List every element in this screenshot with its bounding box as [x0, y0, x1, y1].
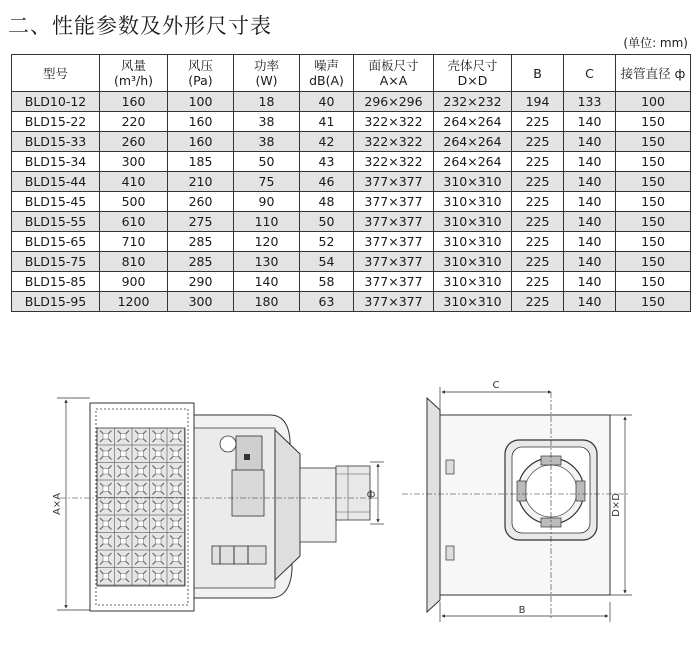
table-cell: 150 — [616, 172, 691, 192]
model-cell: BLD15-22 — [12, 112, 100, 132]
table-cell: 310×310 — [434, 272, 512, 292]
column-header — [100, 55, 168, 92]
table-cell: 48 — [300, 192, 354, 212]
table-cell: 194 — [512, 92, 564, 112]
model-cell: BLD15-45 — [12, 192, 100, 212]
table-cell: 160 — [168, 132, 234, 152]
table-cell: 232×232 — [434, 92, 512, 112]
table-cell: 38 — [234, 112, 300, 132]
left-view — [52, 398, 384, 611]
column-header-unit: (W) — [255, 73, 278, 88]
column-header-title: 风量 — [120, 58, 146, 73]
model-cell: BLD15-34 — [12, 152, 100, 172]
table-row — [12, 152, 691, 172]
table-cell: 377×377 — [354, 172, 434, 192]
column-header-unit: D×D — [457, 73, 488, 88]
table-cell: 185 — [168, 152, 234, 172]
table-cell: 150 — [616, 212, 691, 232]
model-cell: BLD15-55 — [12, 212, 100, 232]
table-cell: 377×377 — [354, 292, 434, 312]
table-cell: 140 — [564, 252, 616, 272]
table-cell: 150 — [616, 272, 691, 292]
table-cell: 140 — [564, 192, 616, 212]
table-body — [12, 92, 691, 312]
table-cell: 225 — [512, 252, 564, 272]
table-row — [12, 92, 691, 112]
table-cell: 150 — [616, 132, 691, 152]
dim-dd-label: D×D — [611, 493, 622, 517]
table-cell: 140 — [564, 152, 616, 172]
table-cell: 140 — [234, 272, 300, 292]
table-cell: 322×322 — [354, 152, 434, 172]
table-cell: 900 — [100, 272, 168, 292]
table-cell: 75 — [234, 172, 300, 192]
table-cell: 41 — [300, 112, 354, 132]
section-title: 二、性能参数及外形尺寸表 — [8, 14, 272, 38]
table-row — [12, 112, 691, 132]
table-cell: 225 — [512, 112, 564, 132]
column-header — [434, 55, 512, 92]
table-cell: 310×310 — [434, 252, 512, 272]
dim-c-label: C — [492, 380, 500, 391]
column-header — [564, 55, 616, 92]
table-header-row — [12, 55, 691, 92]
table-cell: 180 — [234, 292, 300, 312]
table-cell: 140 — [564, 292, 616, 312]
table-cell: 150 — [616, 252, 691, 272]
table-cell: 225 — [512, 212, 564, 232]
table-cell: 322×322 — [354, 112, 434, 132]
table-row — [12, 172, 691, 192]
table-cell: 140 — [564, 212, 616, 232]
table-cell: 377×377 — [354, 252, 434, 272]
column-header-unit: dB(A) — [309, 73, 344, 88]
dim-phi-label: ф — [366, 489, 376, 500]
column-header — [234, 55, 300, 92]
table-cell: 377×377 — [354, 232, 434, 252]
table-cell: 46 — [300, 172, 354, 192]
table-cell: 63 — [300, 292, 354, 312]
table-cell: 100 — [616, 92, 691, 112]
column-header-title: B — [533, 65, 542, 81]
table-row — [12, 252, 691, 272]
table-cell: 225 — [512, 232, 564, 252]
table-cell: 90 — [234, 192, 300, 212]
column-header-unit: A×A — [379, 73, 408, 88]
column-header-title: 壳体尺寸 — [447, 58, 498, 73]
table-cell: 290 — [168, 272, 234, 292]
column-header — [300, 55, 354, 92]
table-cell: 410 — [100, 172, 168, 192]
table-cell: 130 — [234, 252, 300, 272]
table-cell: 40 — [300, 92, 354, 112]
table-cell: 264×264 — [434, 112, 512, 132]
right-view — [402, 380, 632, 622]
table-cell: 264×264 — [434, 132, 512, 152]
column-header — [354, 55, 434, 92]
table-cell: 285 — [168, 232, 234, 252]
column-header-title: 功率 — [253, 58, 279, 73]
table-cell: 140 — [564, 272, 616, 292]
table-cell: 50 — [300, 212, 354, 232]
table-cell: 285 — [168, 252, 234, 272]
column-header-title: 面板尺寸 — [368, 58, 419, 73]
table-cell: 377×377 — [354, 212, 434, 232]
table-cell: 310×310 — [434, 292, 512, 312]
table-cell: 54 — [300, 252, 354, 272]
dim-b-label: B — [518, 605, 526, 616]
table-cell: 377×377 — [354, 192, 434, 212]
table-cell: 322×322 — [354, 132, 434, 152]
table-row — [12, 292, 691, 312]
table-cell: 310×310 — [434, 212, 512, 232]
table-cell: 710 — [100, 232, 168, 252]
table-cell: 160 — [168, 112, 234, 132]
table-cell: 225 — [512, 192, 564, 212]
table-cell: 264×264 — [434, 152, 512, 172]
table-cell: 120 — [234, 232, 300, 252]
model-cell: BLD15-75 — [12, 252, 100, 272]
table-cell: 300 — [168, 292, 234, 312]
table-cell: 377×377 — [354, 272, 434, 292]
table-row — [12, 212, 691, 232]
dimension-drawing — [0, 370, 700, 649]
column-header — [168, 55, 234, 92]
model-cell: BLD15-85 — [12, 272, 100, 292]
table-cell: 220 — [100, 112, 168, 132]
table-cell: 50 — [234, 152, 300, 172]
table-cell: 225 — [512, 132, 564, 152]
table-cell: 140 — [564, 112, 616, 132]
column-header-unit: (m³/h) — [113, 73, 154, 88]
table-cell: 225 — [512, 152, 564, 172]
column-header-title: C — [585, 65, 594, 81]
table-cell: 225 — [512, 292, 564, 312]
column-header — [616, 55, 691, 92]
dim-a-label: A×A — [52, 492, 63, 516]
table-cell: 310×310 — [434, 232, 512, 252]
model-cell: BLD15-44 — [12, 172, 100, 192]
table-cell: 310×310 — [434, 172, 512, 192]
column-header-title: 型号 — [42, 65, 68, 81]
table-cell: 210 — [168, 172, 234, 192]
table-cell: 150 — [616, 232, 691, 252]
table-cell: 500 — [100, 192, 168, 212]
table-row — [12, 132, 691, 152]
table-row — [12, 272, 691, 292]
table-cell: 1200 — [100, 292, 168, 312]
column-header-unit: (Pa) — [188, 73, 213, 88]
table-cell: 140 — [564, 172, 616, 192]
table-cell: 52 — [300, 232, 354, 252]
table-row — [12, 232, 691, 252]
model-cell: BLD15-33 — [12, 132, 100, 152]
table-cell: 43 — [300, 152, 354, 172]
column-header-title: 噪声 — [313, 58, 339, 73]
table-cell: 296×296 — [354, 92, 434, 112]
column-header — [12, 55, 100, 92]
table-cell: 140 — [564, 232, 616, 252]
table-cell: 150 — [616, 152, 691, 172]
table-cell: 260 — [168, 192, 234, 212]
table-cell: 260 — [100, 132, 168, 152]
table-cell: 38 — [234, 132, 300, 152]
model-cell: BLD15-95 — [12, 292, 100, 312]
spec-table — [11, 54, 691, 312]
table-cell: 225 — [512, 172, 564, 192]
table-cell: 810 — [100, 252, 168, 272]
column-header — [512, 55, 564, 92]
table-cell: 310×310 — [434, 192, 512, 212]
table-cell: 150 — [616, 292, 691, 312]
column-header-title: 风压 — [187, 58, 213, 73]
column-header-title: 接管直径 ф — [620, 65, 686, 81]
table-cell: 610 — [100, 212, 168, 232]
table-cell: 150 — [616, 112, 691, 132]
table-cell: 160 — [100, 92, 168, 112]
table-row — [12, 192, 691, 212]
table-cell: 58 — [300, 272, 354, 292]
table-cell: 42 — [300, 132, 354, 152]
table-cell: 100 — [168, 92, 234, 112]
table-cell: 275 — [168, 212, 234, 232]
table-cell: 150 — [616, 192, 691, 212]
model-cell: BLD15-65 — [12, 232, 100, 252]
table-cell: 225 — [512, 272, 564, 292]
table-cell: 140 — [564, 132, 616, 152]
table-cell: 133 — [564, 92, 616, 112]
unit-label: (单位: mm) — [623, 36, 688, 50]
table-cell: 110 — [234, 212, 300, 232]
table-cell: 18 — [234, 92, 300, 112]
model-cell: BLD10-12 — [12, 92, 100, 112]
table-cell: 300 — [100, 152, 168, 172]
